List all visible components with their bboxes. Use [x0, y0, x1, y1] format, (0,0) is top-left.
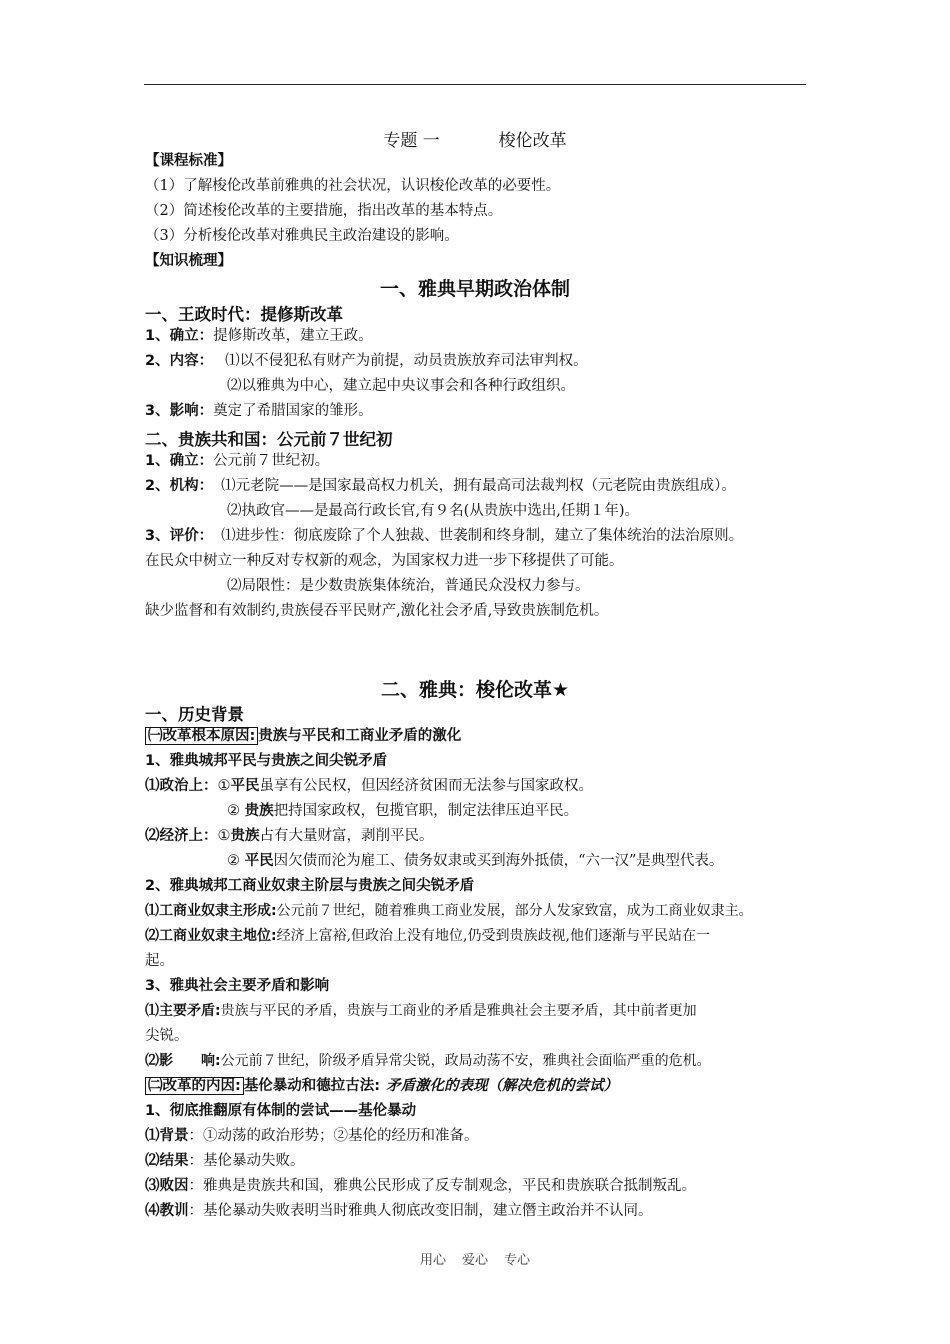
text-line: ㈠改革根本原因: 贵族与平民和工商业矛盾的激化: [145, 726, 461, 746]
text-line: 1、确立：公元前７世纪初。: [145, 453, 330, 469]
text-line: ㈡改革的内因: 基伦暴动和德拉古法: 矛盾激化的表现（解决危机的尝试）: [145, 1076, 618, 1096]
part2-s1-heading: 一、历史背景: [145, 705, 244, 724]
text-line: ⑵影 响:公元前７世纪，阶级矛盾异常尖锐，政局动荡不安，雅典社会面临严重的危机。: [145, 1053, 711, 1069]
section-label-zssl: 【知识梳理】: [145, 253, 232, 269]
section-label-kcbz: 【课程标准】: [145, 153, 232, 169]
title-left: 专题 一: [383, 131, 440, 151]
text-line: 1、确立：提修斯改革，建立王政。: [145, 328, 373, 344]
text-line: 3、雅典社会主要矛盾和影响: [145, 978, 330, 994]
text-line: ⑷教训：基伦暴动失败表明当时雅典人彻底改变旧制，建立僭主政治并不认同。: [145, 1203, 653, 1219]
header-rule: [144, 84, 806, 85]
text-line: ⑵结果：基伦暴动失败。: [145, 1153, 305, 1169]
text-line: ⑴政治上：①平民虽享有公民权，但因经济贫困而无法参与国家政权。: [145, 778, 593, 794]
part2-heading: 二、雅典：梭伦改革★: [380, 679, 570, 701]
text-line: ⑴工商业奴隶主形成:公元前７世纪，随着雅典工商业发展，部分人发家致富，成为工商业奴隶主。: [145, 903, 753, 919]
text-line: ⑵以雅典为中心，建立起中央议事会和各种行政组织。: [227, 378, 575, 394]
page-title: [0, 126, 950, 151]
text-line: 在民众中树立一种反对专权新的观念，为国家权力进一步下移提供了可能。: [145, 553, 624, 569]
text-line: ⑶败因：雅典是贵族共和国，雅典公民形成了反专制观念，平民和贵族联合抵制叛乱。: [145, 1178, 696, 1194]
text-line: 3、影响：奠定了希腊国家的雏形。: [145, 403, 373, 419]
page-footer: 用心 爱心 专心: [419, 1253, 531, 1268]
kcbz-item: （2）简述梭伦改革的主要措施，指出改革的基本特点。: [145, 203, 503, 219]
text-line: ⑵执政官——是最高行政长官,有９名(从贵族中选出,任期１年)。: [227, 503, 640, 519]
text-line: 2、内容： ⑴以不侵犯私有财产为前提，动员贵族放弃司法审判权。: [145, 353, 588, 369]
text-line: ⑵工商业奴隶主地位:经济上富裕,但政治上没有地位,仍受到贵族歧视,他们逐渐与平民站在一: [145, 928, 710, 944]
part1-s2-heading: 二、贵族共和国：公元前７世纪初: [145, 430, 393, 449]
kcbz-item: （3）分析梭伦改革对雅典民主政治建设的影响。: [145, 228, 459, 244]
text-line: 尖锐。: [145, 1028, 189, 1044]
text-line: ⑵局限性：是少数贵族集体统治，普通民众没权力参与。: [227, 578, 590, 594]
boxed-label: ㈡改革的内因:: [145, 1077, 244, 1095]
part1-s1-heading: 一、王政时代：提修斯改革: [145, 305, 343, 324]
text-line: 1、雅典城邦平民与贵族之间尖锐矛盾: [145, 753, 388, 769]
text-line: ② 贵族把持国家政权，包揽官职，制定法律压迫平民。: [227, 803, 579, 819]
text-line: 起。: [145, 953, 174, 969]
text-line: ② 平民因欠债而沦为雇工、债务奴隶或买到海外抵债，“六一汉”是典型代表。: [227, 853, 724, 869]
text-line: 2、雅典城邦工商业奴隶主阶层与贵族之间尖锐矛盾: [145, 878, 475, 894]
text-line: 3、评价： ⑴进步性：彻底废除了个人独裁、世袭制和终身制，建立了集体统治的法治原则。: [145, 528, 744, 544]
part1-heading: 一、雅典早期政治体制: [379, 278, 570, 300]
boxed-label: ㈠改革根本原因:: [145, 727, 258, 745]
text-line: 1、彻底推翻原有体制的尝试——基伦暴动: [145, 1103, 417, 1119]
kcbz-item: （1）了解梭伦改革前雅典的社会状况，认识梭伦改革的必要性。: [145, 178, 561, 194]
text-line: ⑴主要矛盾:贵族与平民的矛盾，贵族与工商业的矛盾是雅典社会主要矛盾，其中前者更加: [145, 1003, 697, 1019]
title-right: 梭伦改革: [498, 131, 567, 151]
text-line: 缺少监督和有效制约,贵族侵吞平民财产,激化社会矛盾,导致贵族制危机。: [145, 603, 609, 619]
text-line: ⑴背景：①动荡的政治形势；②基伦的经历和准备。: [145, 1128, 479, 1144]
text-line: ⑵经济上：①贵族占有大量财富，剥削平民。: [145, 828, 434, 844]
text-line: 2、机构： ⑴元老院——是国家最高权力机关，拥有最高司法裁判权（元老院由贵族组成）。: [145, 478, 736, 494]
